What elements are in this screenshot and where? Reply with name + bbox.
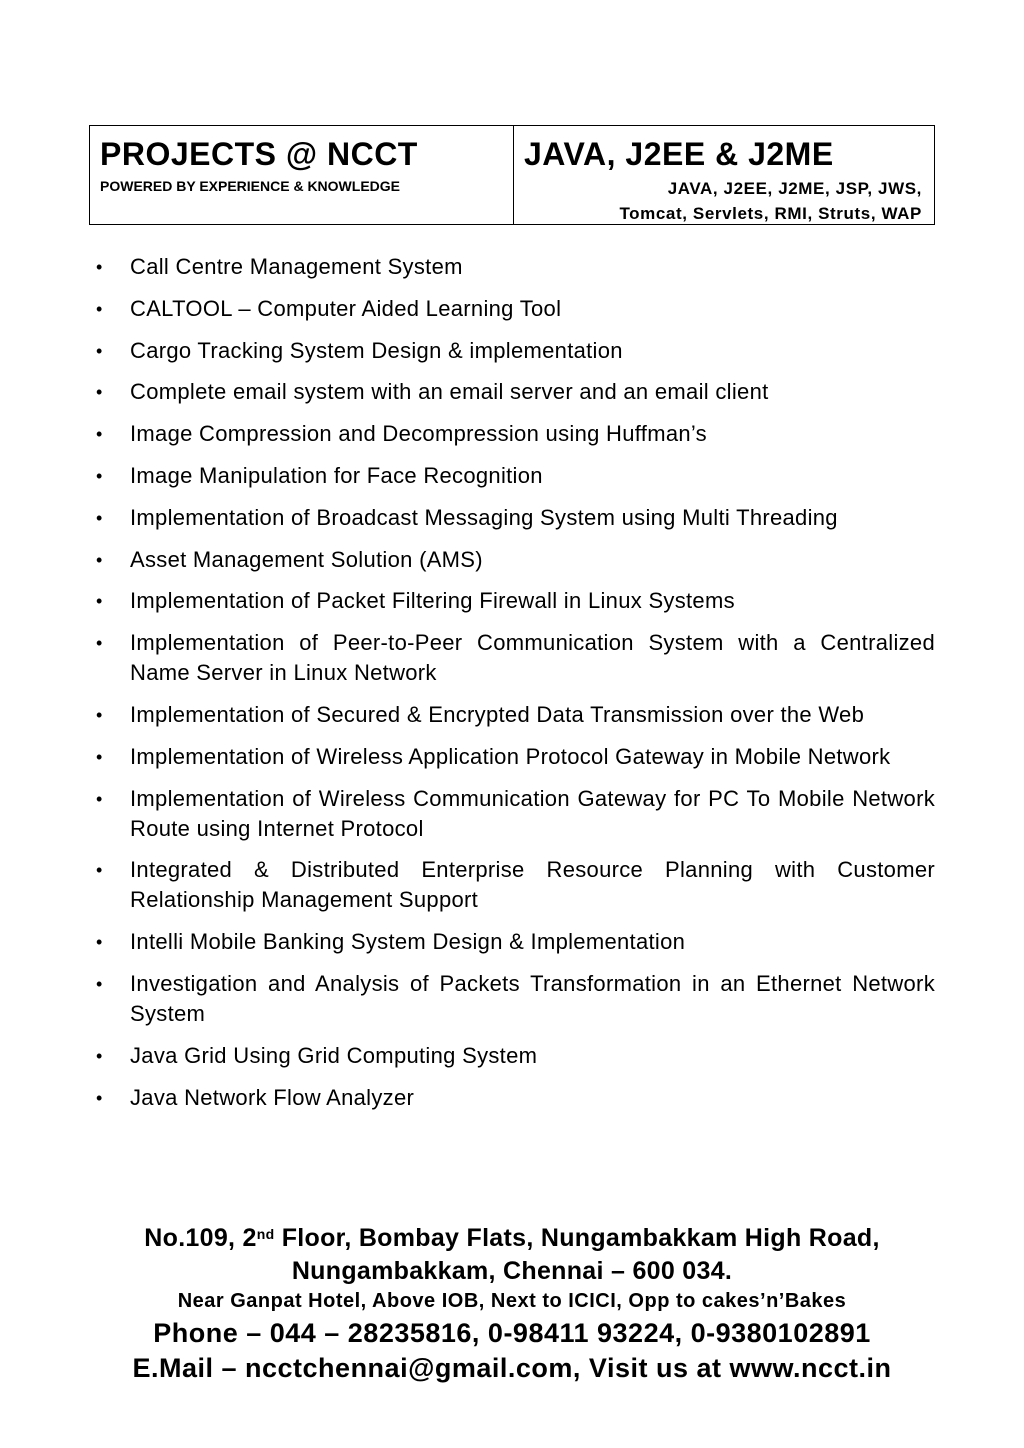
project-list-item	[96, 294, 935, 324]
project-title: Implementation of Peer-to-Peer Communication System with a Centralized Name Server in Linux Network	[130, 630, 935, 686]
project-title: Asset Management Solution (AMS)	[130, 546, 483, 572]
landmark-line: Near Ganpat Hotel, Above IOB, Next to ICICI, Opp to cakes’n’Bakes	[177, 1290, 847, 1312]
project-title: Investigation and Analysis of Packets Transformation in an Ethernet Network System	[130, 970, 935, 1026]
bullet-icon: •	[96, 973, 103, 994]
project-title: Image Manipulation for Face Recognition	[130, 462, 543, 488]
bullet-icon: •	[96, 591, 103, 612]
address-line-2: Nungambakkam, Chennai – 600 034.	[291, 1257, 733, 1285]
bullet-icon: •	[96, 704, 103, 725]
project-list-item	[96, 1041, 935, 1071]
bullet-icon: •	[96, 424, 103, 445]
project-title: Implementation of Broadcast Messaging System using Multi Threading	[130, 504, 838, 530]
project-list-item	[96, 503, 935, 533]
brand-tagline: POWERED BY EXPERIENCE & KNOWLEDGE	[100, 178, 401, 194]
tech-title: JAVA, J2EE & J2ME	[524, 136, 834, 172]
project-list-item	[96, 461, 935, 491]
bullet-icon: •	[96, 860, 103, 881]
bullet-icon: •	[96, 633, 103, 654]
tech-list-line-1: JAVA, J2EE, J2ME, JSP, JWS,	[667, 179, 922, 198]
project-title: Complete email system with an email server and an email client	[130, 379, 769, 405]
brand-cell	[90, 126, 514, 224]
address-superscript: nd	[256, 1226, 275, 1242]
project-title: Implementation of Wireless Application Protocol Gateway in Mobile Network	[130, 743, 891, 769]
project-list-item	[96, 586, 935, 616]
project-list-item	[96, 969, 935, 1029]
project-title: Implementation of Packet Filtering Firewall in Linux Systems	[130, 588, 735, 614]
project-title: Java Grid Using Grid Computing System	[130, 1042, 538, 1068]
project-list-item	[96, 700, 935, 730]
project-title: Intelli Mobile Banking System Design & Implementation	[130, 929, 686, 955]
bullet-icon: •	[96, 1087, 103, 1108]
bullet-icon: •	[96, 382, 103, 403]
bullet-icon: •	[96, 746, 103, 767]
project-list-item	[96, 336, 935, 366]
address-line-1	[89, 1222, 935, 1255]
project-list-item	[96, 252, 935, 282]
bullet-icon: •	[96, 788, 103, 809]
project-list-item	[96, 377, 935, 407]
bullet-icon: •	[96, 549, 103, 570]
project-title: Java Network Flow Analyzer	[130, 1084, 415, 1110]
project-title: Implementation of Wireless Communication Gateway for PC To Mobile Network Route using Internet Protocol	[130, 785, 935, 841]
project-list-item	[96, 419, 935, 449]
project-list-item	[96, 784, 935, 844]
project-list-item	[96, 545, 935, 575]
project-title: Integrated & Distributed Enterprise Resource Planning with Customer Relationship Management Support	[130, 857, 935, 913]
project-list-item	[96, 628, 935, 688]
project-title: Image Compression and Decompression using Huffman’s	[130, 421, 707, 447]
tech-cell	[514, 126, 934, 224]
bullet-icon: •	[96, 298, 103, 319]
project-list-item	[96, 1083, 935, 1113]
tech-list-line-2: Tomcat, Servlets, RMI, Struts, WAP	[619, 204, 922, 223]
contact-footer	[89, 1222, 935, 1385]
project-list-item	[96, 855, 935, 915]
project-title: Cargo Tracking System Design & implementation	[130, 337, 623, 363]
phone-line: Phone – 044 – 28235816, 0-98411 93224, 0-9380102891	[153, 1318, 871, 1348]
brand-title: PROJECTS @ NCCT	[100, 136, 418, 172]
bullet-icon: •	[96, 465, 103, 486]
header-box	[89, 125, 935, 225]
tech-list	[524, 176, 922, 226]
bullet-icon: •	[96, 932, 103, 953]
bullet-icon: •	[96, 507, 103, 528]
bullet-icon: •	[96, 257, 103, 277]
project-title: CALTOOL – Computer Aided Learning Tool	[130, 295, 562, 321]
bullet-icon: •	[96, 1045, 103, 1066]
project-list-item	[96, 927, 935, 957]
project-list	[96, 252, 935, 1124]
project-title: Implementation of Secured & Encrypted Data Transmission over the Web	[130, 701, 865, 727]
project-list-item	[96, 742, 935, 772]
email-web-line: E.Mail – ncctchennai@gmail.com, Visit us at www.ncct.in	[132, 1353, 892, 1383]
address-prefix: No.109, 2	[144, 1224, 257, 1252]
project-title: Call Centre Management System	[130, 254, 463, 279]
bullet-icon: •	[96, 340, 103, 361]
address-suffix: Floor, Bombay Flats, Nungambakkam High Road,	[274, 1224, 880, 1252]
